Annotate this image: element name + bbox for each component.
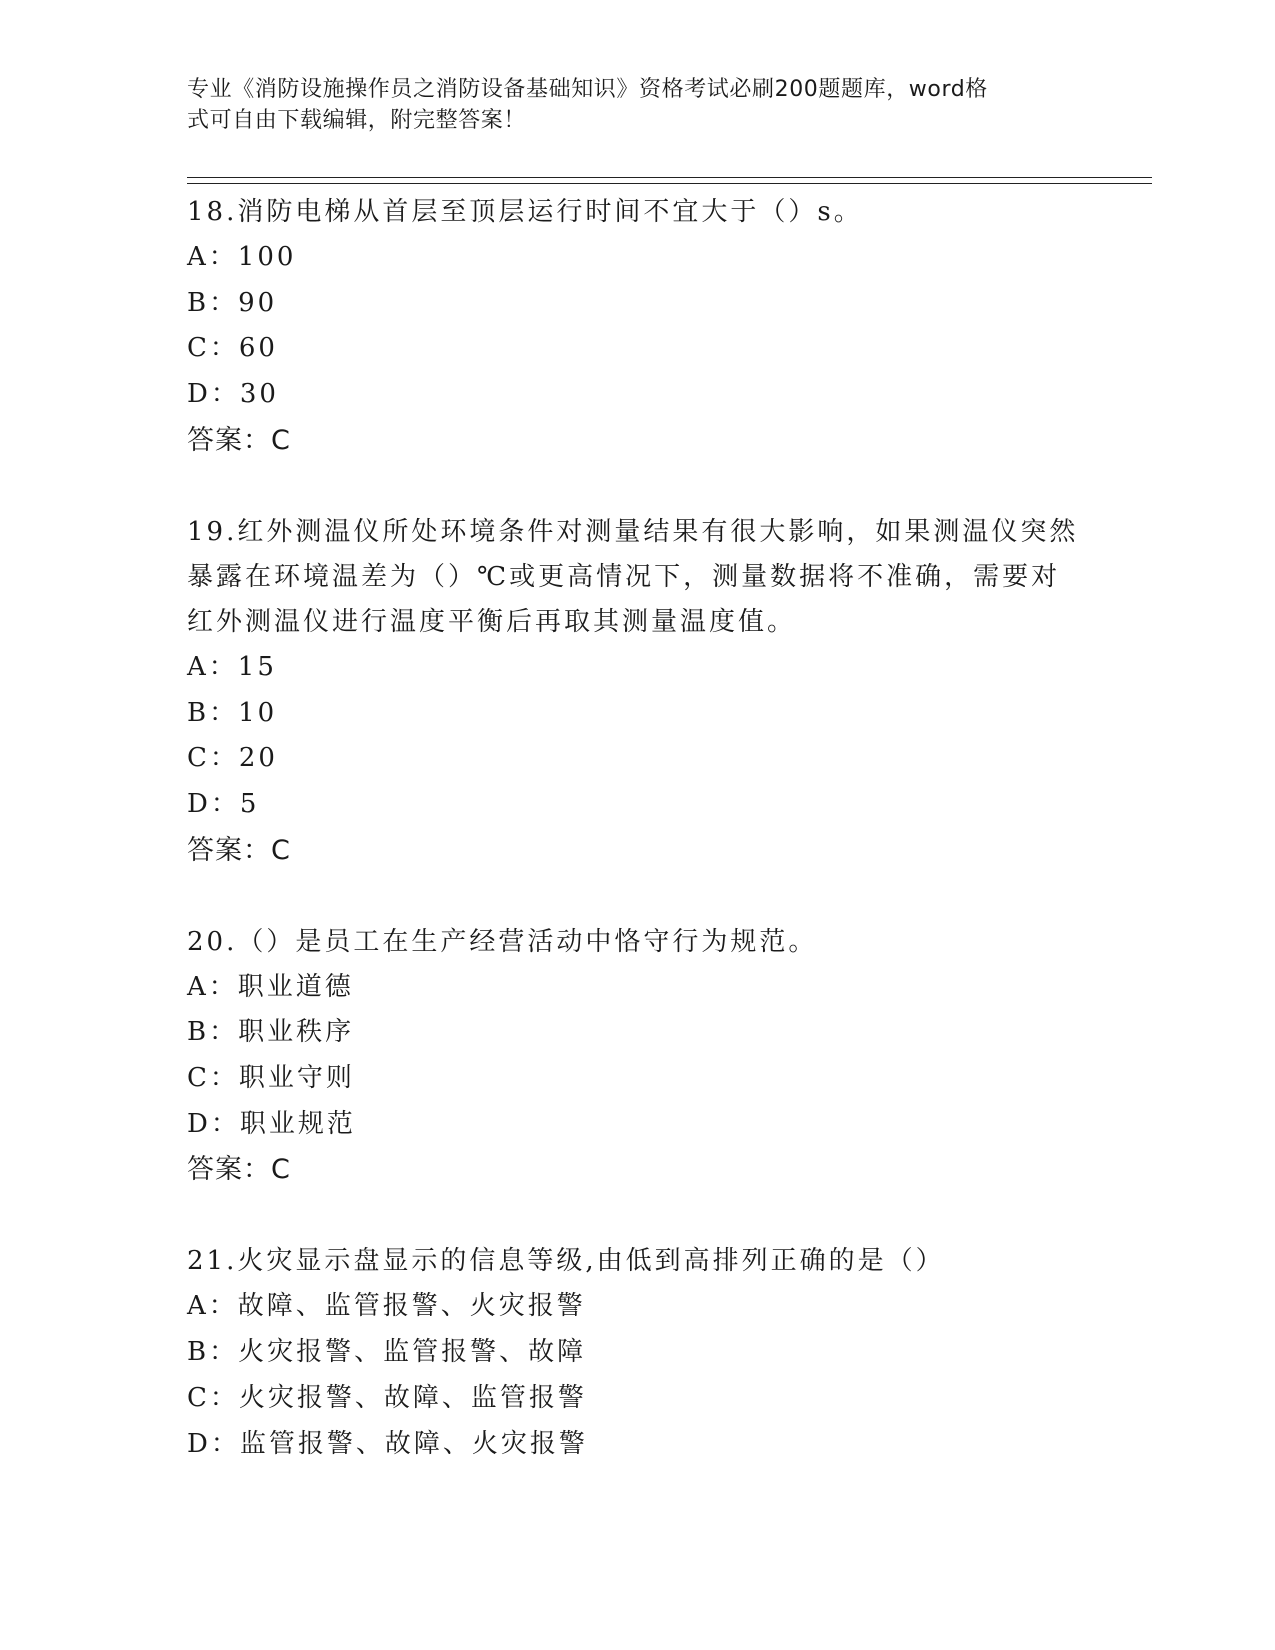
question-list bbox=[187, 190, 1087, 1514]
option-a: A：15 bbox=[187, 651, 277, 682]
question-18 bbox=[187, 190, 1087, 463]
question-stem: 21.火灾显示盘显示的信息等级,由低到高排列正确的是（） bbox=[187, 1246, 945, 1277]
document-header bbox=[187, 74, 1067, 136]
question-20 bbox=[187, 920, 1087, 1193]
option-c: C：20 bbox=[187, 743, 278, 774]
header-line-2: 式可自由下载编辑，附完整答案！ bbox=[187, 108, 527, 133]
header-line-1: 专业《消防设施操作员之消防设备基础知识》资格考试必刷200题题库，word格 bbox=[187, 77, 988, 102]
option-c: C：火灾报警、故障、监管报警 bbox=[187, 1382, 587, 1413]
option-d: D：监管报警、故障、火灾报警 bbox=[187, 1428, 588, 1459]
header-divider-bottom bbox=[187, 183, 1152, 184]
question-stem: 20.（）是员工在生产经营活动中恪守行为规范。 bbox=[187, 926, 818, 957]
option-c: C：60 bbox=[187, 333, 278, 364]
option-b: B：职业秩序 bbox=[187, 1017, 355, 1048]
question-19 bbox=[187, 510, 1087, 873]
answer: 答案：C bbox=[187, 834, 291, 866]
question-stem-line-2: 暴露在环境温差为（）℃或更高情况下，测量数据将不准确，需要对 bbox=[187, 561, 1061, 592]
header-divider-top bbox=[187, 177, 1152, 178]
option-a: A：故障、监管报警、火灾报警 bbox=[187, 1291, 586, 1322]
question-stem-line-3: 红外测温仪进行温度平衡后再取其测量温度值。 bbox=[187, 606, 797, 637]
question-21 bbox=[187, 1239, 1087, 1467]
answer: 答案：C bbox=[187, 424, 291, 456]
question-stem: 18.消防电梯从首层至顶层运行时间不宜大于（）s。 bbox=[187, 197, 863, 227]
option-b: B：10 bbox=[187, 697, 278, 728]
option-d: D：职业规范 bbox=[187, 1108, 356, 1139]
option-b: B：火灾报警、监管报警、故障 bbox=[187, 1337, 587, 1368]
question-stem-line-1: 19.红外测温仪所处环境条件对测量结果有很大影响，如果测温仪突然 bbox=[187, 516, 1079, 547]
option-d: D：30 bbox=[187, 379, 279, 410]
option-a: A：职业道德 bbox=[187, 971, 354, 1002]
option-d: D：5 bbox=[187, 788, 260, 819]
answer: 答案：C bbox=[187, 1154, 291, 1186]
option-c: C：职业守则 bbox=[187, 1063, 355, 1094]
option-b: B：90 bbox=[187, 287, 278, 318]
option-a: A：100 bbox=[187, 242, 297, 272]
